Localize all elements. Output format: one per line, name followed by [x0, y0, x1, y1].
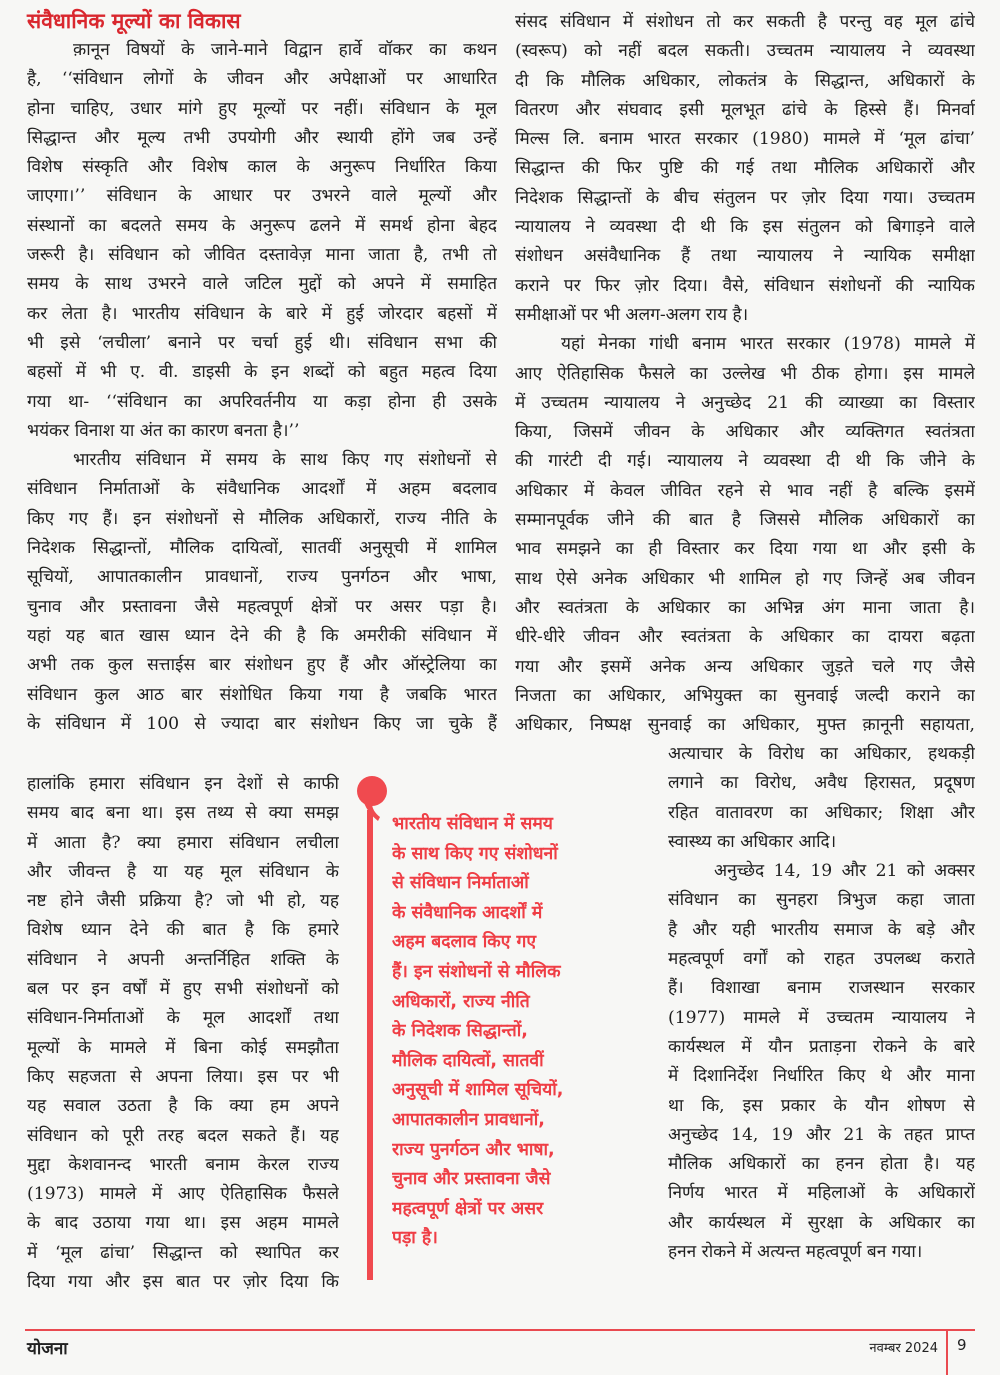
left-column-top [27, 36, 497, 739]
text-line: गया था- ‘‘संविधान का अपरिवर्तनीय या कड़ा होना ही उसके [27, 391, 497, 412]
pullquote-line: से संविधान निर्माताओं [392, 873, 529, 894]
text-line: संसद संविधान में संशोधन तो कर सकती है परन्तु वह मूल ढांचे [515, 12, 975, 32]
pullquote-line: मौलिक दायित्वों, सातवीं [392, 1050, 544, 1071]
left-column-bottom [27, 770, 339, 1297]
text-line: भी इसे ‘लचीला’ बनाने पर चर्चा हुई थी। संविधान सभा की [27, 332, 497, 353]
text-line: संविधान ने अपनी अन्तर्निहित शक्ति के [27, 949, 339, 970]
text-line: आए ऐतिहासिक फैसले का उल्लेख भी ठीक होगा। इस मामले [515, 363, 975, 384]
text-line: जाएगा।’’ संविधान के आधार पर उभरने वाले मूल्यों और [27, 186, 497, 207]
text-line: जरूरी है। संविधान को जीवित दस्तावेज़ माना जाता है, तभी तो [27, 245, 497, 266]
magazine-name: योजना [27, 1339, 68, 1359]
text-line: संविधान कुल आठ बार संशोधित किया गया है जबकि भारत [27, 684, 497, 705]
text-line: लगाने का विरोध, अवैध हिरासत, प्रदूषण [668, 773, 975, 794]
text-line: निर्णय भारत में महिलाओं के अधिकारों [668, 1183, 975, 1204]
text-line: भाव समझने का ही विस्तार कर दिया गया था और इसी के [515, 539, 975, 560]
footer-divider [946, 1329, 948, 1375]
text-line: की गारंटी दी गई। न्यायालय ने व्यवस्था दी थी कि जीने के [515, 451, 975, 472]
text-line: यहां मेनका गांधी बनाम भारत सरकार (1978) मामले में [561, 334, 975, 355]
text-line: गया और इसमें अनेक अन्य अधिकार जुड़ते चले गए जैसे [515, 656, 975, 677]
text-line: हैं। विशाखा बनाम राजस्थान सरकार [668, 978, 975, 999]
text-line: संविधान को पूरी तरह बदल सकते हैं। यह [27, 1125, 339, 1146]
page-number: 9 [957, 1336, 967, 1354]
issue-month: नवम्बर 2024 [869, 1341, 938, 1356]
text-line: वितरण और संघवाद इसी मूलभूत ढांचे के हिस्से हैं। मिनर्वा [515, 99, 975, 120]
pullquote-line: भारतीय संविधान में समय [392, 814, 553, 834]
text-line: संशोधन असंवैधानिक हैं तथा न्यायालय ने न्यायिक समीक्षा [515, 246, 975, 267]
text-line: और जीवन्त है या यह मूल संविधान के [27, 861, 339, 882]
text-line: मूल्यों के मामले में बिना कोई समझौता [27, 1037, 339, 1058]
text-line: संविधान का सुनहरा त्रिभुज कहा जाता [668, 890, 975, 911]
text-line: होना चाहिए, उधार मांगे हुए मूल्यों पर नहीं। संविधान के मूल [27, 98, 497, 119]
text-line: हनन रोकने में अत्यन्त महत्वपूर्ण बन गया। [668, 1242, 923, 1263]
pullquote-line: महत्वपूर्ण क्षेत्रों पर असर [392, 1198, 544, 1219]
pullquote-line: राज्य पुनर्गठन और भाषा, [392, 1139, 555, 1160]
text-line: (स्वरूप) को नहीं बदल सकती। उच्चतम न्यायालय ने व्यवस्था [515, 41, 975, 62]
text-line: अभी तक कुल सत्ताईस बार संशोधन हुए हैं और ऑस्ट्रेलिया का [27, 655, 497, 676]
text-line: हालांकि हमारा संविधान इन देशों से काफी [27, 774, 339, 794]
text-line: क़ानून विषयों के जाने-माने विद्वान हार्वे वॉकर का कथन [73, 40, 497, 60]
text-line: भयंकर विनाश या अंत का कारण बनता है।’’ [27, 420, 300, 441]
text-line: मुद्दा केशवानन्द भारती बनाम केरल राज्य [27, 1154, 339, 1175]
text-line: निदेशक सिद्धान्तों के बीच संतुलन पर ज़ोर दिया गया। उच्चतम [515, 187, 975, 208]
text-line: यहां यह बात खास ध्यान देने की है कि अमरीकी संविधान में [27, 625, 497, 646]
text-line: है, ‘‘संविधान लोगों के जीवन और अपेक्षाओं पर आधारित [27, 69, 497, 90]
text-line: विशेष संस्कृति और विशेष काल के अनुरूप निर्धारित किया [27, 157, 497, 178]
pullquote [392, 810, 642, 1254]
pullquote-bar [367, 810, 373, 1280]
article-heading: संवैधानिक मूल्यों का विकास [27, 9, 241, 33]
footer-rule [25, 1329, 975, 1331]
text-line: साथ ऐसे अनेक अधिकार भी शामिल हो गए जिन्हें अब जीवन [515, 568, 975, 589]
text-line: के संविधान में 100 से ज्यादा बार संशोधन किए जा चुके हैं [27, 713, 497, 734]
text-line: विशेष ध्यान देने की बात है कि हमारे [27, 920, 339, 941]
right-column-bottom [668, 740, 975, 1267]
text-line: महत्वपूर्ण वर्गों को राहत उपलब्ध कराते [668, 949, 975, 970]
text-line: संविधान-निर्माताओं के मूल आदर्शों तथा [27, 1008, 339, 1029]
text-line: किया, जिसमें जीवन के अधिकार और व्यक्तिगत स्वतंत्रता [515, 422, 975, 443]
text-line: संविधान निर्माताओं के संवैधानिक आदर्शों में अहम बदलाव [27, 479, 497, 500]
pullquote-line: पड़ा है। [392, 1228, 438, 1249]
pullquote-line: आपातकालीन प्रावधानों, [392, 1109, 545, 1130]
text-line: और स्वतंत्रता के अधिकार का अभिन्न अंग माना जाता है। [515, 597, 975, 618]
text-line: सम्मानपूर्वक जीने की बात है जिससे मौलिक अधिकारों का [515, 510, 975, 531]
text-line: कराने पर फिर ज़ोर दिया। वैसे, संविधान संशोधनों की न्यायिक [515, 275, 975, 296]
text-line: समय बाद बना था। इस तथ्य से क्या समझ [27, 803, 339, 824]
text-line: (1973) मामले में आए ऐतिहासिक फैसले [27, 1184, 339, 1205]
text-line: था कि, इस प्रकार के यौन शोषण से [668, 1095, 975, 1116]
pullquote-line: के निदेशक सिद्धान्तों, [392, 1021, 528, 1042]
text-line: में आता है? क्या हमारा संविधान लचीला [27, 832, 339, 853]
text-line: समीक्षाओं पर भी अलग-अलग राय है। [515, 304, 749, 325]
pullquote-line: अहम बदलाव किए गए [392, 932, 536, 953]
text-line: नष्ट होने जैसी प्रक्रिया है? जो भी हो, यह [27, 891, 339, 912]
text-line: दी कि मौलिक अधिकार, लोकतंत्र के सिद्धान्त, अधिकारों के [515, 70, 975, 91]
text-line: भारतीय संविधान में समय के साथ किए गए संशोधनों से [73, 450, 497, 471]
text-line: और कार्यस्थल में सुरक्षा के अधिकार का [668, 1212, 975, 1233]
pullquote-line: चुनाव और प्रस्तावना जैसे [392, 1169, 551, 1190]
text-line: चुनाव और प्रस्तावना जैसे महत्वपूर्ण क्षेत्रों पर असर पड़ा है। [27, 596, 497, 617]
text-line: निजता का अधिकार, अभियुक्त का सुनवाई जल्दी कराने का [515, 685, 975, 706]
text-line: बहसों में भी ए. वी. डाइसी के इन शब्दों को बहुत महत्व दिया [27, 362, 497, 383]
text-line: अधिकार में केवल जीवित रहने से भाव नहीं है बल्कि इसमें [515, 480, 975, 501]
text-line: अनुच्छेद 14, 19 और 21 के तहत प्राप्त [668, 1124, 975, 1145]
text-line: न्यायालय ने व्यवस्था दी थी कि इस संतुलन को बिगाड़ने वाले [515, 217, 975, 238]
pullquote-line: हैं। इन संशोधनों से मौलिक [392, 961, 561, 982]
text-line: सूचियों, आपातकालीन प्रावधानों, राज्य पुनर्गठन और भाषा, [27, 567, 497, 588]
pullquote-line: के संवैधानिक आदर्शों में [392, 902, 543, 923]
text-line: किए सहजता से अपना लिया। इस पर भी [27, 1066, 339, 1087]
text-line: निदेशक सिद्धान्तों, मौलिक दायित्वों, सातवीं अनुसूची में शामिल [27, 538, 497, 559]
text-line: सिद्धान्त और मूल्य तभी उपयोगी और स्थायी होंगे जब उन्हें [27, 127, 497, 148]
pullquote-line: के साथ किए गए संशोधनों [392, 843, 558, 864]
text-line: मौलिक अधिकारों का हनन होता है। यह [668, 1154, 975, 1175]
text-line: स्वास्थ्य का अधिकार आदि। [668, 831, 837, 852]
text-line: यह सवाल उठता है कि क्या हम अपने [27, 1096, 339, 1117]
text-line: सिद्धान्त की फिर पुष्टि की गई तथा मौलिक अधिकारों और [515, 158, 975, 179]
text-line: अधिकार, निष्पक्ष सुनवाई का अधिकार, मुफ्त क़ानूनी सहायता, [515, 715, 975, 736]
text-line: किए गए हैं। इन संशोधनों से मौलिक अधिकारों, राज्य नीति के [27, 508, 497, 529]
text-line: अत्याचार के विरोध का अधिकार, हथकड़ी [668, 744, 975, 764]
text-line: धीरे-धीरे जीवन और स्वतंत्रता के अधिकार का दायरा बढ़ता [515, 627, 975, 648]
text-line: में दिशानिर्देश निर्धारित किए थे और माना [668, 1066, 975, 1087]
text-line: दिया गया और इस बात पर ज़ोर दिया कि [27, 1272, 339, 1293]
text-line: कर लेता है। भारतीय संविधान के बारे में हुई जोरदार बहसों में [27, 303, 497, 324]
text-line: बल पर इन वर्षों में हुए सभी संशोधनों को [27, 979, 339, 1000]
text-line: अनुच्छेद 14, 19 और 21 को अक्सर [714, 861, 975, 882]
text-line: कार्यस्थल में यौन प्रताड़ना रोकने के बारे [668, 1036, 975, 1057]
pullquote-line: अधिकारों, राज्य नीति [392, 991, 530, 1012]
text-line: समय के साथ उभरने वाले जटिल मुद्दों को अपने में समाहित [27, 274, 497, 295]
text-line: संस्थानों का बदलते समय के अनुरूप ढलने में समर्थ होना बेहद [27, 215, 497, 236]
text-line: रहित वातावरण का अधिकार; शिक्षा और [668, 802, 975, 823]
text-line: में ‘मूल ढांचा’ सिद्धान्त को स्थापित कर [27, 1242, 339, 1263]
text-line: है और यही भारतीय समाज के बड़े और [668, 919, 975, 940]
pullquote-line: अनुसूची में शामिल सूचियों, [392, 1080, 564, 1101]
text-line: (1977) मामले में उच्चतम न्यायालय ने [668, 1007, 975, 1028]
text-line: मिल्स लि. बनाम भारत सरकार (1980) मामले में ‘मूल ढांचा’ [515, 129, 975, 150]
text-line: के बाद उठाया गया था। इस अहम मामले [27, 1213, 339, 1234]
text-line: में उच्चतम न्यायालय ने अनुच्छेद 21 की व्याख्या का विस्तार [515, 392, 975, 413]
right-column-top [515, 8, 975, 740]
